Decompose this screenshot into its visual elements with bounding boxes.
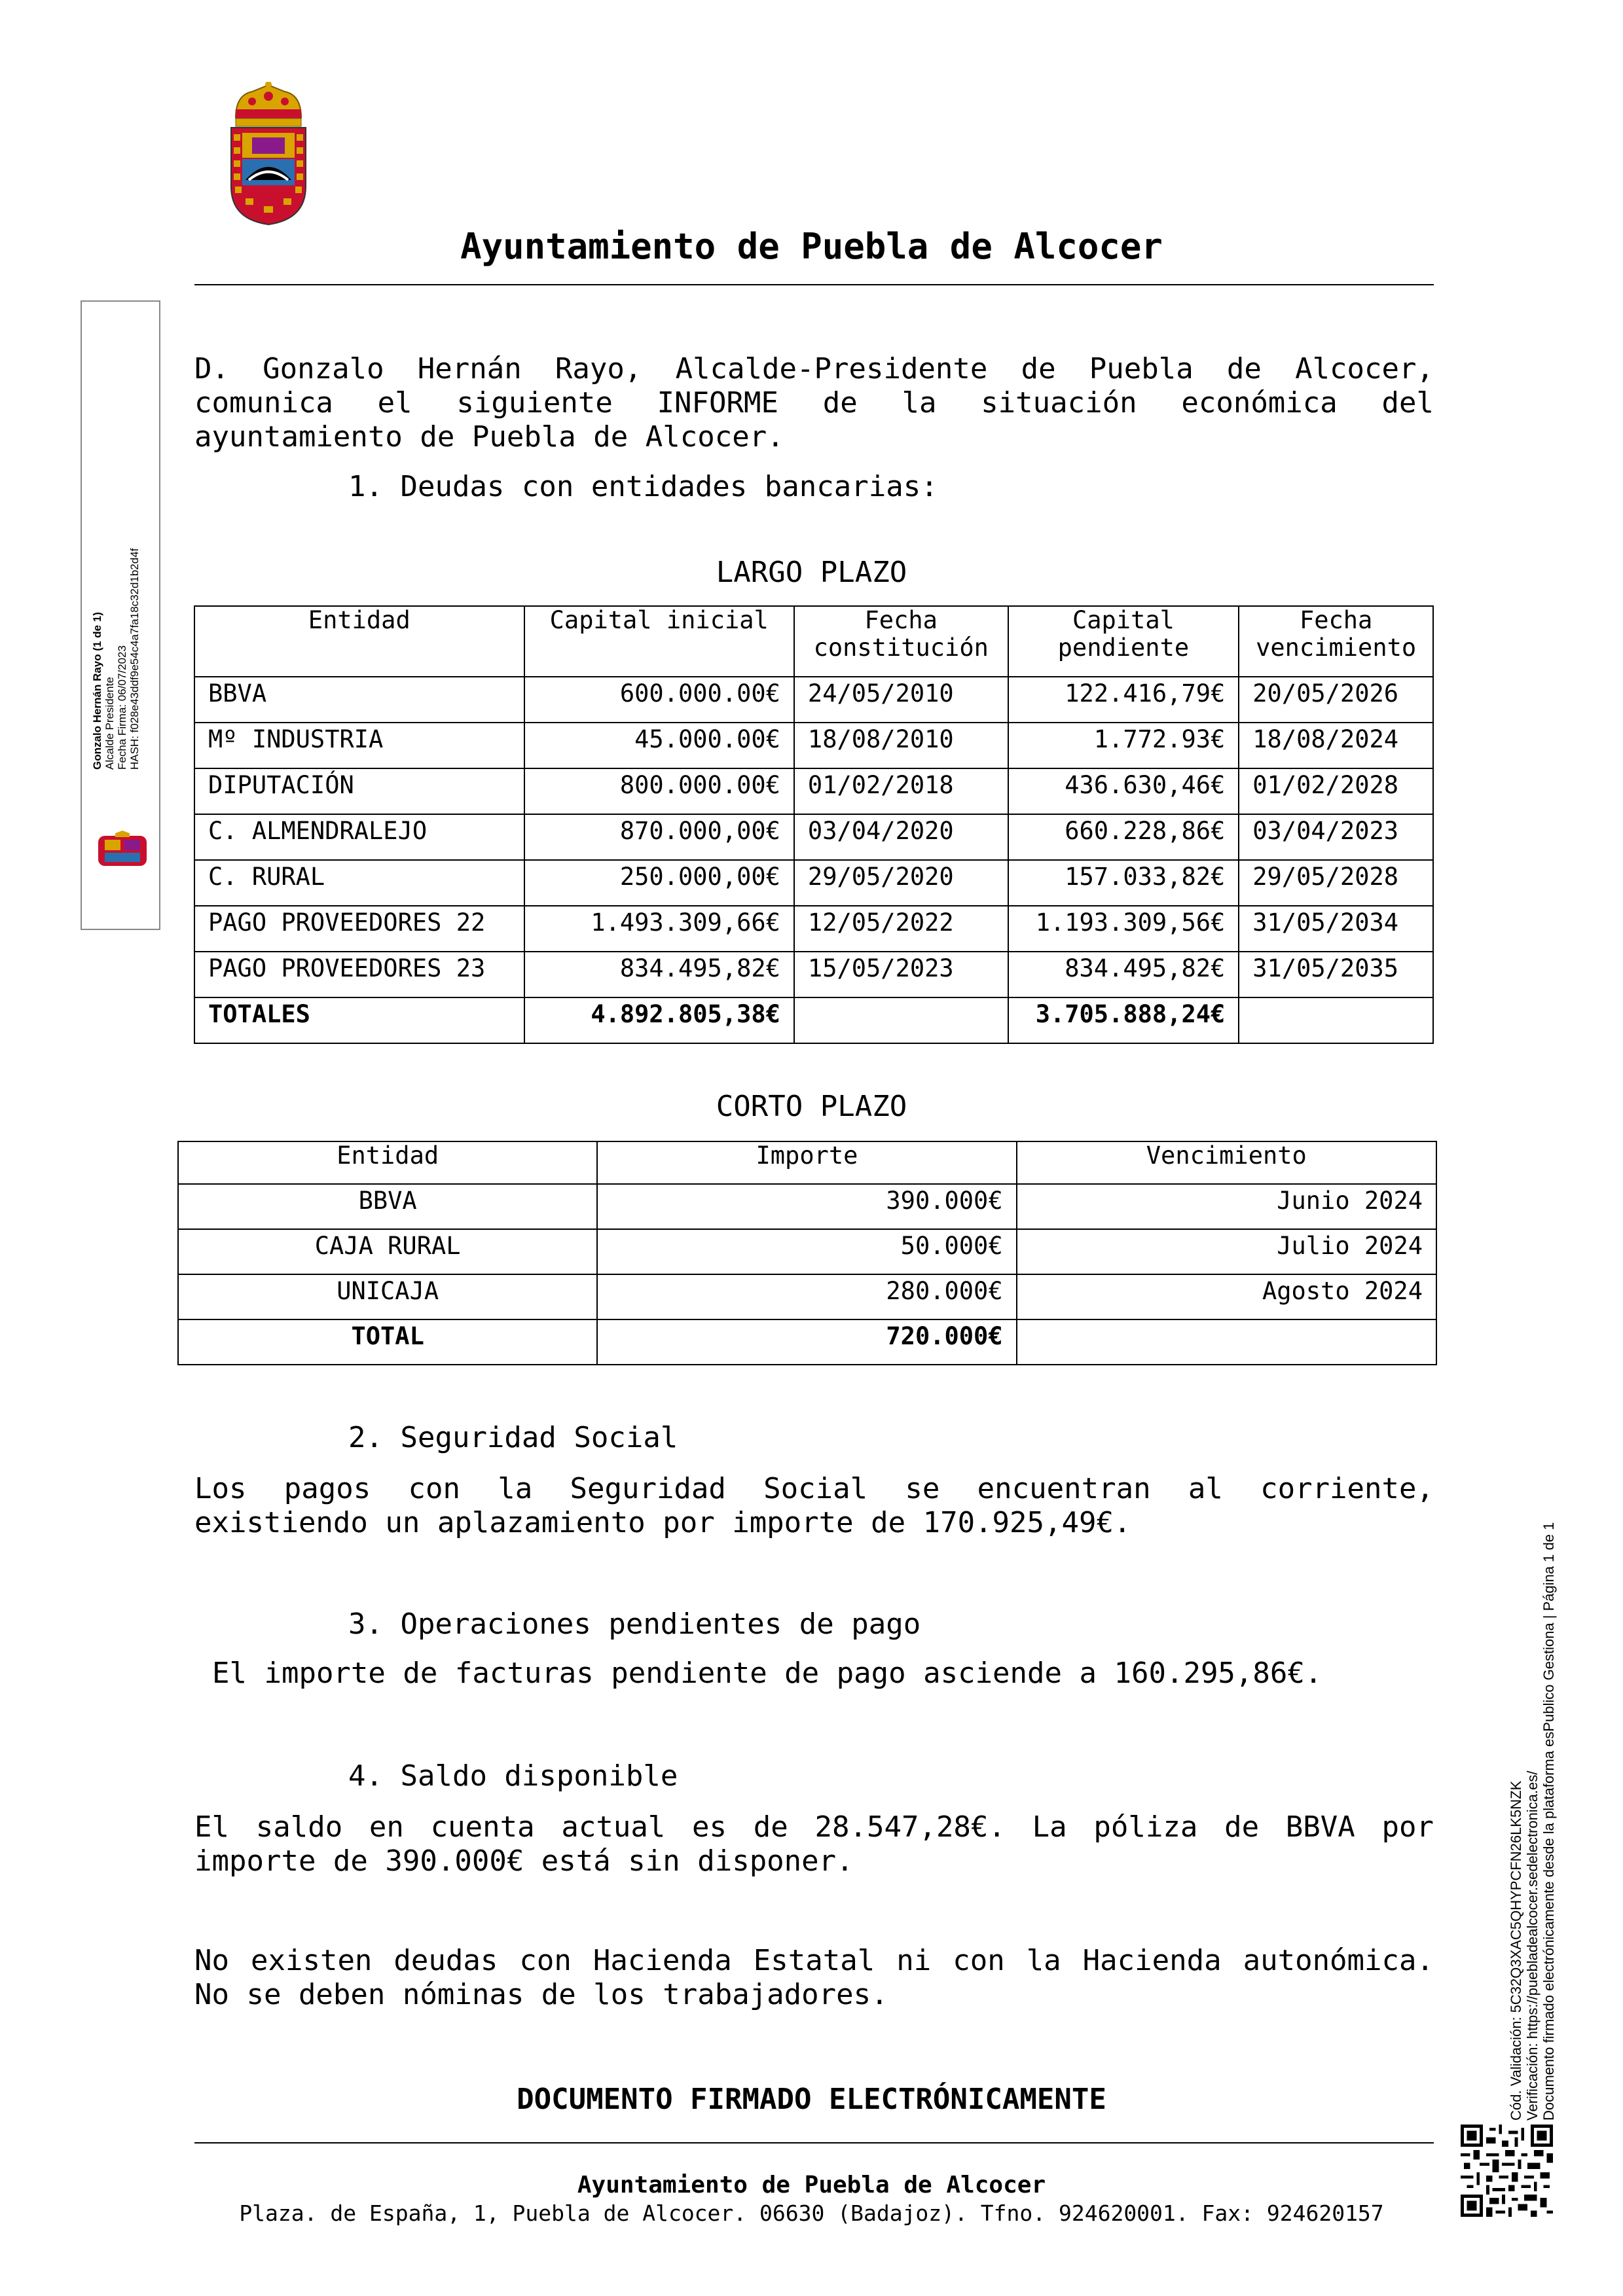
cell-capital-pendiente: 660.228,86€: [1008, 814, 1239, 860]
cell-vencimiento: Julio 2024: [1017, 1229, 1436, 1274]
cell-entidad: C. ALMENDRALEJO: [194, 814, 524, 860]
totals-empty-cell: [794, 997, 1008, 1043]
cell-fecha-constitucion: 01/02/2018: [794, 768, 1008, 814]
cell-capital-pendiente: 436.630,46€: [1008, 768, 1239, 814]
signature-details: [91, 148, 163, 770]
signed-notice: DOCUMENTO FIRMADO ELECTRÓNICAMENTE: [517, 2083, 1106, 2116]
cell-fecha-vencimiento: 03/04/2023: [1239, 814, 1433, 860]
section2-heading: [348, 1421, 678, 1455]
header-entidad: Entidad: [194, 606, 524, 677]
cell-capital-pendiente: 122.416,79€: [1008, 677, 1239, 723]
table-row: [194, 860, 1433, 906]
header-importe: Importe: [597, 1141, 1016, 1184]
cell-capital-inicial: 800.000.00€: [524, 768, 794, 814]
cell-fecha-vencimiento: 01/02/2028: [1239, 768, 1433, 814]
footer-divider: [194, 2142, 1434, 2144]
totals-capital-inicial: 4.892.805,38€: [524, 997, 794, 1043]
cell-capital-inicial: 870.000,00€: [524, 814, 794, 860]
cell-fecha-vencimiento: 31/05/2034: [1239, 906, 1433, 952]
table-row: [178, 1274, 1436, 1319]
cell-entidad: DIPUTACIÓN: [194, 768, 524, 814]
cell-capital-pendiente: 157.033,82€: [1008, 860, 1239, 906]
total-row: [178, 1319, 1436, 1365]
platform-notice: Documento firmado electrónicamente desde la plataforma esPublico Gestiona | Página 1 de 1: [1541, 1522, 1557, 2121]
table-header-row: [194, 606, 1433, 677]
cell-importe: 280.000€: [597, 1274, 1016, 1319]
section3-title: Operaciones pendientes de pago: [400, 1607, 921, 1641]
section3-paragraph: El importe de facturas pendiente de pago asciende a 160.295,86€.: [212, 1657, 1322, 1690]
section4-title: Saldo disponible: [400, 1759, 678, 1793]
section2-number: 2.: [348, 1421, 383, 1454]
section4-paragraph: El saldo en cuenta actual es de 28.547,28€. La póliza de BBVA por importe de 390.000€ está sin disponer.: [194, 1810, 1434, 1878]
footer-name: Ayuntamiento de Puebla de Alcocer: [577, 2172, 1046, 2198]
cell-fecha-vencimiento: 18/08/2024: [1239, 723, 1433, 768]
header-fecha-constitucion: Fecha constitución: [794, 606, 1008, 677]
cell-capital-inicial: 250.000,00€: [524, 860, 794, 906]
coat-of-arms-logo: [226, 82, 311, 226]
header-divider: [194, 284, 1434, 285]
cell-entidad: CAJA RURAL: [178, 1229, 597, 1274]
section4-number: 4.: [348, 1759, 383, 1793]
signer-role: Alcalde Presidente: [103, 677, 116, 770]
cell-fecha-constitucion: 29/05/2020: [794, 860, 1008, 906]
footer-address: Plaza. de España, 1, Puebla de Alcocer. 06630 (Badajoz). Tfno. 924620001. Fax: 924620157: [239, 2200, 1384, 2226]
header-fecha-vencimiento: Fecha vencimiento: [1239, 606, 1433, 677]
largo-plazo-title: LARGO PLAZO: [716, 556, 907, 589]
mini-coat-of-arms-icon: [96, 831, 149, 870]
verification-url: Verificación: https://puebladealcocer.sedelectronica.es/: [1524, 1770, 1541, 2121]
totals-capital-pendiente: 3.705.888,24€: [1008, 997, 1239, 1043]
table-row: [194, 723, 1433, 768]
cell-entidad: BBVA: [178, 1184, 597, 1229]
total-empty-cell: [1017, 1319, 1436, 1365]
cell-importe: 50.000€: [597, 1229, 1016, 1274]
qr-code-icon: [1461, 2125, 1553, 2217]
cell-fecha-constitucion: 24/05/2010: [794, 677, 1008, 723]
cell-fecha-vencimiento: 20/05/2026: [1239, 677, 1433, 723]
largo-plazo-table: [194, 605, 1434, 1044]
table-row: [178, 1184, 1436, 1229]
table-row: [178, 1229, 1436, 1274]
section1-number: 1.: [348, 470, 383, 503]
table-row: [194, 906, 1433, 952]
section2-title: Seguridad Social: [400, 1421, 678, 1454]
table-header-row: [178, 1141, 1436, 1184]
validation-strip: [1508, 1427, 1573, 2121]
header-entidad: Entidad: [178, 1141, 597, 1184]
validation-code: Cód. Validación: 5C32Q3XAC5QHYPCFN26LK5NZK: [1508, 1780, 1524, 2121]
section1-title: Deudas con entidades bancarias:: [400, 470, 938, 503]
cell-entidad: PAGO PROVEEDORES 23: [194, 952, 524, 997]
totals-row: [194, 997, 1433, 1043]
table-row: [194, 677, 1433, 723]
corto-plazo-title: CORTO PLAZO: [716, 1090, 907, 1123]
total-label: TOTAL: [178, 1319, 597, 1365]
cell-entidad: PAGO PROVEEDORES 22: [194, 906, 524, 952]
cell-fecha-constitucion: 12/05/2022: [794, 906, 1008, 952]
totals-label: TOTALES: [194, 997, 524, 1043]
section4-heading: [348, 1759, 678, 1793]
cell-fecha-vencimiento: 29/05/2028: [1239, 860, 1433, 906]
cell-capital-pendiente: 1.772.93€: [1008, 723, 1239, 768]
cell-entidad: BBVA: [194, 677, 524, 723]
cell-fecha-constitucion: 03/04/2020: [794, 814, 1008, 860]
table-row: [194, 814, 1433, 860]
header-capital-inicial: Capital inicial: [524, 606, 794, 677]
section3-number: 3.: [348, 1607, 383, 1641]
signature-date: Fecha Firma: 06/07/2023: [116, 645, 128, 770]
cell-fecha-constitucion: 18/08/2010: [794, 723, 1008, 768]
table-row: [194, 768, 1433, 814]
header-vencimiento: Vencimiento: [1017, 1141, 1436, 1184]
cell-fecha-vencimiento: 31/05/2035: [1239, 952, 1433, 997]
cell-fecha-constitucion: 15/05/2023: [794, 952, 1008, 997]
signature-stamp: [81, 300, 160, 930]
closing-paragraph: No existen deudas con Hacienda Estatal ni con la Hacienda autonómica. No se deben nóminas de los trabajadores.: [194, 1944, 1434, 2011]
total-importe: 720.000€: [597, 1319, 1016, 1365]
cell-capital-inicial: 834.495,82€: [524, 952, 794, 997]
page-title: Ayuntamiento de Puebla de Alcocer: [460, 226, 1163, 267]
cell-capital-inicial: 600.000.00€: [524, 677, 794, 723]
cell-entidad: C. RURAL: [194, 860, 524, 906]
cell-vencimiento: Junio 2024: [1017, 1184, 1436, 1229]
cell-importe: 390.000€: [597, 1184, 1016, 1229]
cell-capital-inicial: 45.000.00€: [524, 723, 794, 768]
intro-paragraph: D. Gonzalo Hernán Rayo, Alcalde-Presidente de Puebla de Alcocer, comunica el siguiente INFORME de la situación económica del ayuntamiento de Puebla de Alcocer.: [194, 352, 1434, 454]
cell-capital-pendiente: 1.193.309,56€: [1008, 906, 1239, 952]
section1-heading: [348, 470, 938, 504]
cell-capital-inicial: 1.493.309,66€: [524, 906, 794, 952]
section2-paragraph: Los pagos con la Seguridad Social se encuentran al corriente, existiendo un aplazamiento por importe de 170.925,49€.: [194, 1472, 1434, 1539]
signature-hash: HASH: f028e43ddf9e54c4a7fa18c32d1b2d4f: [128, 548, 141, 770]
corto-plazo-table: [177, 1141, 1437, 1365]
header-capital-pendiente: Capital pendiente: [1008, 606, 1239, 677]
cell-capital-pendiente: 834.495,82€: [1008, 952, 1239, 997]
signer-name: Gonzalo Hernán Rayo (1 de 1): [91, 612, 103, 770]
table-row: [194, 952, 1433, 997]
cell-entidad: Mº INDUSTRIA: [194, 723, 524, 768]
cell-entidad: UNICAJA: [178, 1274, 597, 1319]
cell-vencimiento: Agosto 2024: [1017, 1274, 1436, 1319]
section3-heading: [348, 1607, 921, 1641]
totals-empty-cell: [1239, 997, 1433, 1043]
